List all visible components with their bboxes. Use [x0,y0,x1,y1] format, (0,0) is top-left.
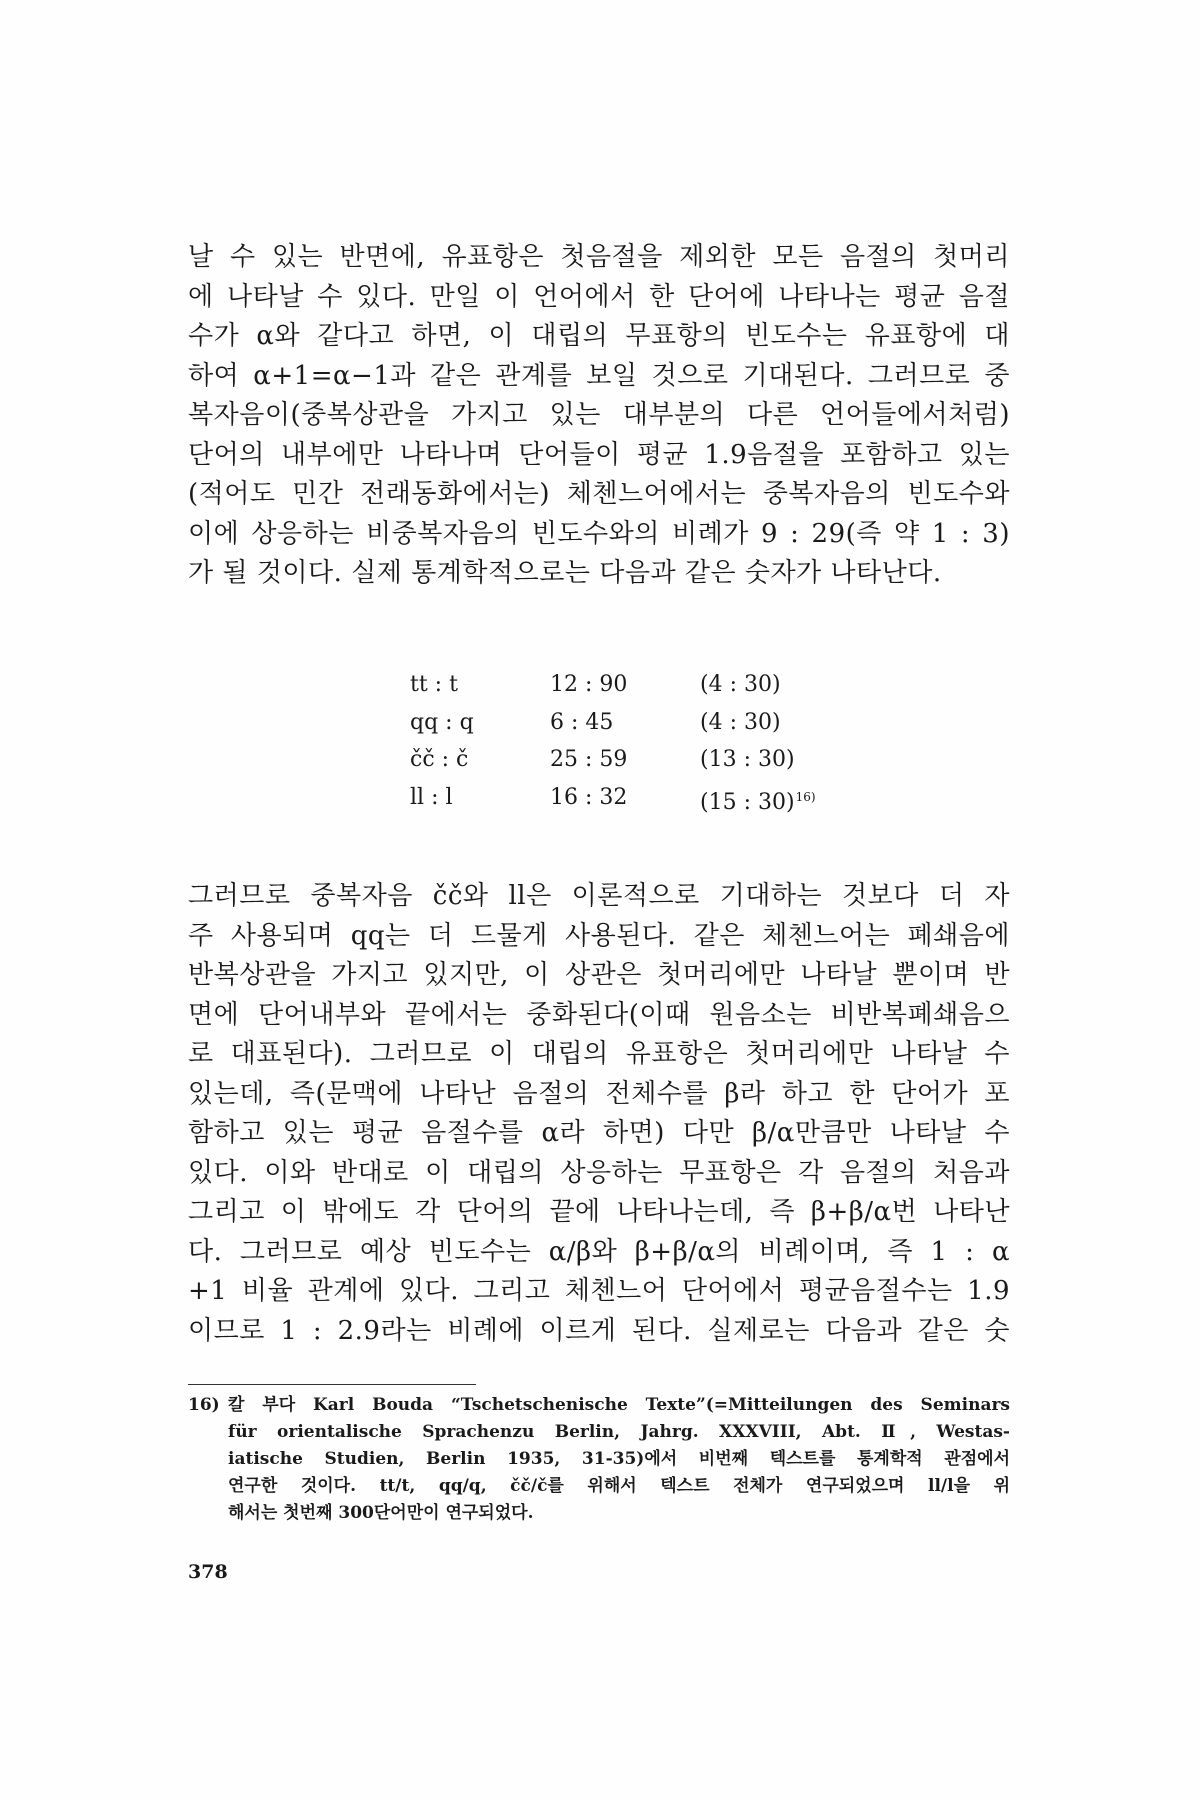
text-line: 로 대표된다). 그러므로 이 대립의 유표항은 첫머리에만 나타날 수 [188,1039,1010,1069]
page-number: 378 [188,1561,228,1583]
expected-ratio [700,779,860,817]
text-line: 면에 단어내부와 끝에서는 중화된다(이때 원음소는 비반복폐쇄음으 [188,999,1010,1030]
expected-ratio-value: (13 : 30) [700,747,795,772]
footnote [188,1392,1010,1527]
expected-ratio [700,704,860,742]
body-paragraph-2 [188,877,1010,1351]
footnote-text [228,1392,1010,1527]
footnote-line: 칼 부다 Karl Bouda “Tschetschenische Texte”(=Mitteilungen des Seminars [228,1395,1010,1415]
ratio-row [410,779,860,817]
body-paragraph-1 [188,238,1010,594]
text-line: 반복상관을 가지고 있지만, 이 상관은 첫머리에만 나타날 뿐이며 반 [188,960,1010,990]
text-line: 단어의 내부에만 나타나며 단어들이 평균 1.9음절을 포함하고 있는 [188,439,1010,470]
consonant-pair: qq : q [410,709,474,735]
footnote-rule-line [188,1384,476,1386]
text-line: 수가 α와 같다고 하면, 이 대립의 무표항의 빈도수는 유표항에 대 [188,321,1010,351]
text-line: (적어도 민간 전래동화에서는) 체첸느어에서는 중복자음의 빈도수와 [188,479,1010,509]
expected-ratio [700,666,860,704]
text-line: 이에 상응하는 비중복자음의 빈도수와의 비례가 9 : 29(즉 약 1 : 3) [188,518,1010,549]
ratio-row [410,666,860,704]
expected-ratio-value: (4 : 30) [700,709,781,735]
actual-ratio: 12 : 90 [550,672,628,697]
text-line: 있다. 이와 반대로 이 대립의 상응하는 무표항은 각 음절의 처음과 [188,1157,1010,1188]
expected-ratio [700,741,860,779]
footnote-line: 해서는 첫번째 300단어만이 연구되었다. [228,1503,534,1523]
text-line: 에 나타날 수 있다. 만일 이 언어에서 한 단어에 나타나는 평균 음절 [188,281,1010,312]
footnote-number: 16) [188,1395,220,1415]
consonant-pair: tt : t [410,672,458,697]
text-line: 그리고 이 밖에도 각 단어의 끝에 나타나는데, 즉 β+β/α번 나타난 [188,1197,1010,1227]
text-line: 복자음이(중복상관을 가지고 있는 대부분의 다른 언어들에서처럼) [188,400,1010,430]
ratio-row [410,741,860,779]
text-line: 이므로 1 : 2.9라는 비례에 이르게 된다. 실제로는 다음과 같은 숫 [188,1315,1010,1346]
footnote-line: für orientalische Sprachenzu Berlin, Jahrg. XXXVIII, Abt. Ⅱ, Westas- [228,1422,1010,1442]
text-line: 날 수 있는 반면에, 유표항은 첫음절을 제외한 모든 음절의 첫머리 [188,242,1010,272]
text-line: 하여 α+1=α−1과 같은 관계를 보일 것으로 기대된다. 그러므로 중 [188,360,1010,391]
expected-ratio-value: (4 : 30) [700,672,781,697]
text-line: 있는데, 즉(문맥에 나타난 음절의 전체수를 β라 하고 한 단어가 포 [188,1078,1010,1109]
footnote-line: iatische Studien, Berlin 1935, 31-35)에서 비번째 텍스트를 통계학적 관점에서 [228,1449,1010,1469]
ratio-row [410,704,860,742]
text-line: 주 사용되며 qq는 더 드물게 사용된다. 같은 체첸느어는 폐쇄음에 [188,920,1010,951]
consonant-pair: ll : l [410,784,453,810]
expected-ratio-value: (15 : 30) [700,789,795,815]
ratio-table [410,666,860,816]
text-line: 함하고 있는 평균 음절수를 α라 하면) 다만 β/α만큼만 나타날 수 [188,1118,1010,1148]
footnote-divider [188,1384,1010,1385]
text-line: 그러므로 중복자음 čč와 ll은 이론적으로 기대하는 것보다 더 자 [188,881,1010,911]
text-line: 가 될 것이다. 실제 통계학적으로는 다음과 같은 숫자가 나타난다. [188,558,942,588]
footnote-line: 연구한 것이다. tt/t, qq/q, čč/č를 위해서 텍스트 전체가 연구되었으며 ll/l을 위 [228,1476,1010,1496]
text-line: +1 비율 관계에 있다. 그리고 체첸느어 단어에서 평균음절수는 1.9 [188,1276,1010,1306]
text-line: 다. 그러므로 예상 빈도수는 α/β와 β+β/α의 비례이며, 즉 1 : α [188,1236,1010,1267]
footnote-marker: 16) [795,789,816,804]
actual-ratio: 6 : 45 [550,709,614,735]
actual-ratio: 25 : 59 [550,747,628,772]
actual-ratio: 16 : 32 [550,784,628,810]
consonant-pair: čč : č [410,747,469,772]
